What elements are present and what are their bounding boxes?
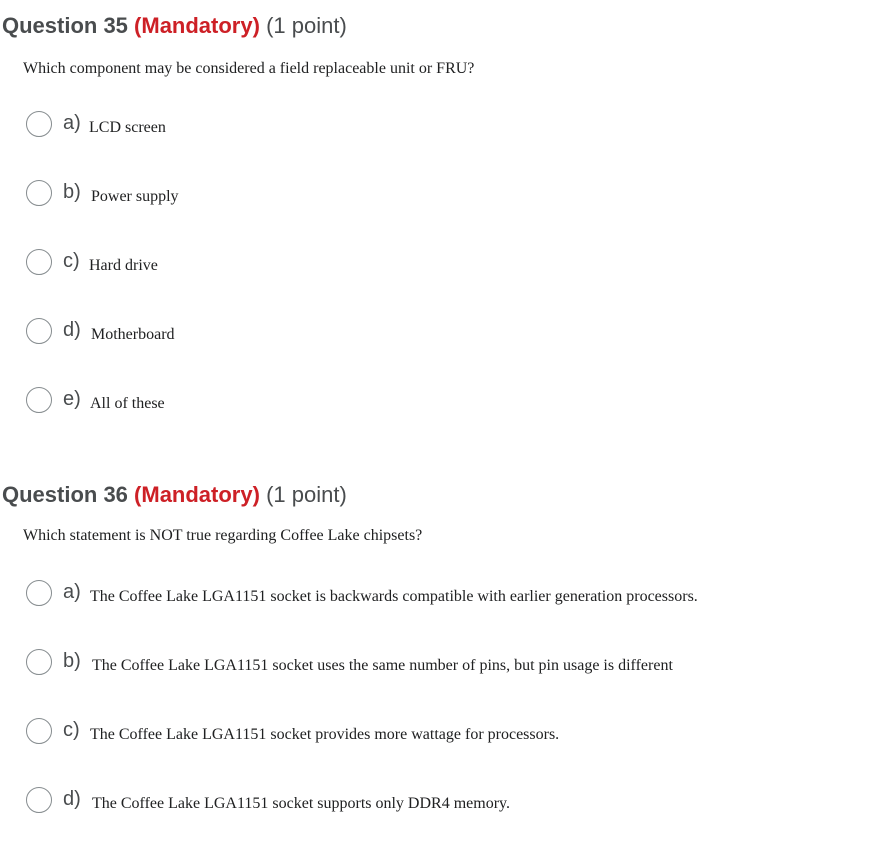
answer-option-d[interactable] (26, 318, 886, 350)
radio-button[interactable] (26, 387, 52, 413)
answer-option-b[interactable] (26, 649, 886, 681)
radio-button[interactable] (26, 180, 52, 206)
mandatory-badge: (Mandatory) (134, 482, 260, 507)
option-letter: c) (63, 719, 80, 741)
option-text: Motherboard (91, 326, 175, 343)
option-letter: c) (63, 250, 80, 272)
option-letter: b) (63, 181, 81, 203)
option-text: Power supply (91, 188, 179, 205)
option-letter: a) (63, 112, 81, 134)
mandatory-badge: (Mandatory) (134, 13, 260, 38)
option-text: The Coffee Lake LGA1151 socket uses the same number of pins, but pin usage is different (92, 657, 673, 674)
radio-button[interactable] (26, 111, 52, 137)
question-prompt: Which component may be considered a field replaceable unit or FRU? (23, 60, 475, 77)
answer-option-b[interactable] (26, 180, 886, 212)
option-letter: d) (63, 788, 81, 810)
option-text: LCD screen (89, 119, 166, 136)
radio-button[interactable] (26, 318, 52, 344)
answer-option-d[interactable] (26, 787, 886, 819)
radio-button[interactable] (26, 249, 52, 275)
radio-button[interactable] (26, 718, 52, 744)
answer-option-e[interactable] (26, 387, 886, 419)
radio-button[interactable] (26, 649, 52, 675)
radio-button[interactable] (26, 580, 52, 606)
question-prompt: Which statement is NOT true regarding Coffee Lake chipsets? (23, 527, 423, 544)
option-text: The Coffee Lake LGA1151 socket provides more wattage for processors. (90, 726, 560, 743)
option-letter: d) (63, 319, 81, 341)
question-title (2, 12, 347, 40)
option-letter: b) (63, 650, 81, 672)
question-title (2, 481, 347, 509)
option-text: Hard drive (89, 257, 158, 274)
answer-option-a[interactable] (26, 111, 886, 143)
option-letter: a) (63, 581, 81, 603)
question-points: (1 point) (266, 482, 347, 507)
option-text: The Coffee Lake LGA1151 socket supports only DDR4 memory. (92, 795, 510, 812)
option-text: The Coffee Lake LGA1151 socket is backwards compatible with earlier generation processors. (90, 588, 698, 605)
option-letter: e) (63, 388, 81, 410)
answer-option-c[interactable] (26, 718, 886, 750)
option-text: All of these (90, 395, 165, 412)
question-number: Question 35 (2, 13, 128, 38)
answer-option-c[interactable] (26, 249, 886, 281)
radio-button[interactable] (26, 787, 52, 813)
question-number: Question 36 (2, 482, 128, 507)
answer-option-a[interactable] (26, 580, 886, 612)
question-points: (1 point) (266, 13, 347, 38)
